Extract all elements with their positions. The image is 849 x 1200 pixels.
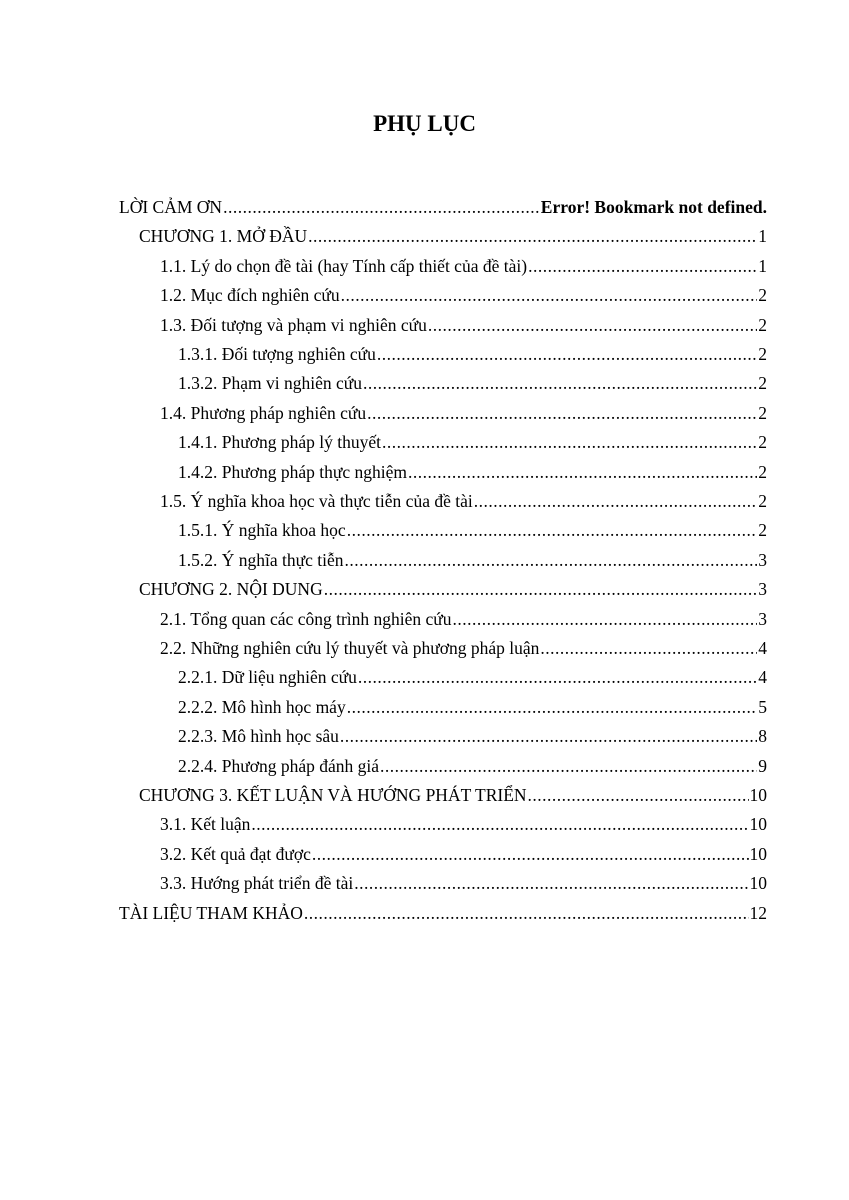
- toc-entry-label: 1.4.2. Phương pháp thực nghiệm: [178, 461, 407, 482]
- toc-entry-label: 3.2. Kết quả đạt được: [160, 843, 311, 864]
- toc-leader-dots: [408, 458, 757, 487]
- toc-leader-dots: [341, 281, 758, 310]
- toc-entry[interactable]: [160, 840, 767, 869]
- toc-entry-page: 9: [758, 755, 767, 776]
- toc-entry-page: 10: [749, 843, 767, 864]
- toc-entry-label: CHƯƠNG 3. KẾT LUẬN VÀ HƯỚNG PHÁT TRIỂN: [139, 785, 527, 805]
- toc-entry[interactable]: [160, 869, 767, 898]
- toc-entry-label: LỜI CẢM ƠN: [119, 197, 223, 217]
- toc-leader-dots: [251, 810, 748, 839]
- toc-entry-page: 3: [758, 549, 767, 570]
- toc-leader-dots: [428, 311, 757, 340]
- toc-entry-label: 2.2.1. Dữ liệu nghiên cứu: [178, 667, 357, 688]
- toc-entry[interactable]: [178, 369, 767, 398]
- toc-entry[interactable]: [139, 781, 767, 810]
- toc-entry-page: 2: [758, 461, 767, 482]
- toc-entry-label: CHƯƠNG 1. MỞ ĐẦU: [139, 226, 308, 247]
- toc-leader-dots: [540, 634, 757, 663]
- toc-entry[interactable]: [160, 281, 767, 310]
- toc-entry-label: CHƯƠNG 2. NỘI DUNG: [139, 579, 323, 600]
- toc-entry[interactable]: [178, 458, 767, 487]
- toc-entry-page: 3: [758, 579, 767, 600]
- toc-entry-page: 4: [758, 638, 767, 658]
- toc-entry[interactable]: [178, 340, 767, 369]
- toc-entry[interactable]: [160, 605, 767, 634]
- toc-entry-page: 2: [758, 285, 767, 306]
- toc-entry-page: 2: [758, 314, 767, 335]
- toc-leader-dots: [340, 722, 757, 751]
- toc-entry-page: 5: [758, 696, 767, 717]
- toc-entry[interactable]: [139, 575, 767, 604]
- page-title: PHỤ LỤC: [373, 111, 476, 136]
- toc-entry[interactable]: [178, 516, 767, 545]
- toc-entry[interactable]: [160, 399, 767, 428]
- toc-entry-page: 3: [758, 608, 767, 629]
- toc-leader-dots: [358, 663, 757, 692]
- toc-entry[interactable]: [178, 663, 767, 692]
- toc-entry-page: 2: [758, 491, 767, 511]
- toc-entry-page: 10: [749, 814, 767, 835]
- toc-entry-page: 2: [758, 373, 767, 394]
- toc-entry-label: 1.3. Đối tượng và phạm vi nghiên cứu: [160, 314, 427, 335]
- toc-leader-dots: [528, 781, 749, 810]
- toc-leader-dots: [304, 899, 749, 928]
- toc-entry-page: 1: [758, 226, 767, 247]
- toc-entry-label: 1.5.2. Ý nghĩa thực tiễn: [178, 549, 344, 570]
- toc-entry-label: 1.5.1. Ý nghĩa khoa học: [178, 520, 346, 541]
- toc-entry-label: TÀI LIỆU THAM KHẢO: [119, 902, 303, 923]
- toc-leader-dots: [347, 693, 758, 722]
- toc-entry-label: 3.1. Kết luận: [160, 814, 251, 835]
- toc-entry-label: 1.4.1. Phương pháp lý thuyết: [178, 432, 381, 453]
- toc-entry-page: 10: [749, 785, 767, 805]
- toc-entry[interactable]: [178, 752, 767, 781]
- toc-leader-dots: [377, 340, 757, 369]
- toc-entry[interactable]: [160, 634, 767, 663]
- toc-entry[interactable]: [178, 546, 767, 575]
- toc-entry[interactable]: [178, 693, 767, 722]
- toc-entry-page: 2: [758, 344, 767, 364]
- toc-entry-page: 12: [749, 902, 767, 923]
- toc-leader-dots: [453, 605, 758, 634]
- toc-leader-dots: [528, 252, 757, 281]
- toc-leader-dots: [312, 840, 749, 869]
- toc-entry-page: Error! Bookmark not defined.: [540, 197, 767, 217]
- toc-entry[interactable]: [139, 222, 767, 251]
- toc-leader-dots: [367, 399, 757, 428]
- toc-leader-dots: [380, 752, 757, 781]
- toc-entry[interactable]: [119, 899, 767, 928]
- toc-entry-label: 2.2.3. Mô hình học sâu: [178, 726, 339, 747]
- toc-entry-label: 2.1. Tổng quan các công trình nghiên cứu: [160, 608, 452, 629]
- toc-entry-label: 1.2. Mục đích nghiên cứu: [160, 285, 340, 306]
- toc-entry-label: 2.2.4. Phương pháp đánh giá: [178, 755, 380, 776]
- toc-entry-page: 8: [758, 726, 767, 747]
- toc-entry-label: 3.3. Hướng phát triển đề tài: [160, 873, 354, 894]
- toc-leader-dots: [308, 222, 757, 251]
- toc-leader-dots: [345, 546, 758, 575]
- toc-entry[interactable]: [119, 193, 767, 222]
- toc-entry[interactable]: [160, 810, 767, 839]
- toc-leader-dots: [347, 516, 758, 545]
- toc-entry-page: 4: [758, 667, 767, 688]
- toc-entry-label: 1.5. Ý nghĩa khoa học và thực tiễn của đề tài: [160, 491, 473, 511]
- toc-entry-label: 1.3.1. Đối tượng nghiên cứu: [178, 344, 376, 364]
- toc-entry[interactable]: [160, 311, 767, 340]
- toc-entry-page: 2: [758, 432, 767, 453]
- toc-entry[interactable]: [160, 487, 767, 516]
- toc-entry-page: 2: [758, 402, 767, 423]
- toc-leader-dots: [354, 869, 748, 898]
- toc-entry[interactable]: [178, 428, 767, 457]
- toc-entry-label: 2.2.2. Mô hình học máy: [178, 696, 346, 717]
- toc-entry-page: 2: [758, 520, 767, 541]
- toc-entry-label: 2.2. Những nghiên cứu lý thuyết và phương pháp luận: [160, 638, 540, 658]
- toc-entry-page: 1: [758, 255, 767, 276]
- toc-entry[interactable]: [178, 722, 767, 751]
- toc-leader-dots: [363, 369, 757, 398]
- toc-entry-label: 1.4. Phương pháp nghiên cứu: [160, 402, 367, 423]
- toc-entry[interactable]: [160, 252, 767, 281]
- toc-entry-page: 10: [749, 873, 767, 894]
- toc-leader-dots: [474, 487, 758, 516]
- toc-leader-dots: [324, 575, 758, 604]
- toc-leader-dots: [382, 428, 757, 457]
- toc-entry-label: 1.3.2. Phạm vi nghiên cứu: [178, 373, 362, 394]
- toc-entry-label: 1.1. Lý do chọn đề tài (hay Tính cấp thiết của đề tài): [160, 255, 528, 276]
- toc-leader-dots: [223, 193, 540, 222]
